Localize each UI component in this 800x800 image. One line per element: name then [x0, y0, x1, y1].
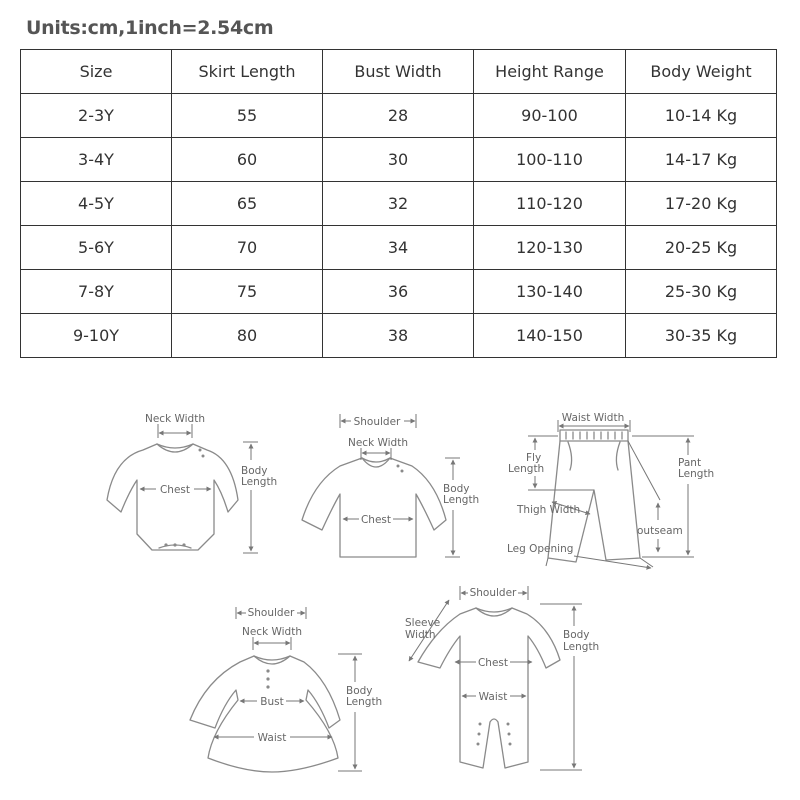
table-cell: 10-14 Kg	[626, 94, 777, 138]
bodysuit-diagram	[107, 413, 277, 553]
table-cell: 60	[172, 138, 323, 182]
table-cell: 30	[323, 138, 474, 182]
chest-label: Chest	[477, 657, 509, 669]
table-cell: 70	[172, 226, 323, 270]
pant-length-label: Pant	[678, 457, 702, 469]
table-header-row	[21, 50, 777, 94]
table-cell: 36	[323, 270, 474, 314]
waist-label: Waist	[257, 732, 287, 744]
table-cell: 75	[172, 270, 323, 314]
table-cell: 65	[172, 182, 323, 226]
header-skirt-length: Skirt Length	[172, 50, 323, 94]
shoulder-label: Shoulder	[247, 607, 295, 619]
dress-diagram	[190, 607, 382, 772]
shoulder-label: Shoulder	[469, 587, 517, 599]
table-cell: 130-140	[474, 270, 626, 314]
table-cell: 14-17 Kg	[626, 138, 777, 182]
table-cell: 25-30 Kg	[626, 270, 777, 314]
table-row	[21, 138, 777, 182]
sweater-diagram	[302, 414, 479, 557]
waist-width-label: Waist Width	[561, 412, 625, 424]
body-length-label: Body	[443, 483, 470, 495]
table-row	[21, 94, 777, 138]
table-cell: 3-4Y	[21, 138, 172, 182]
body-length-label: Body	[241, 465, 268, 477]
neck-width-label: Neck Width	[241, 626, 303, 638]
thigh-width-label: Thigh Width	[517, 504, 581, 516]
table-cell: 30-35 Kg	[626, 314, 777, 358]
fly-length-label-2: Length	[508, 463, 545, 475]
table-cell: 34	[323, 226, 474, 270]
table-cell: 100-110	[474, 138, 626, 182]
table-cell: 55	[172, 94, 323, 138]
table-cell: 5-6Y	[21, 226, 172, 270]
table-cell: 2-3Y	[21, 94, 172, 138]
outseam-label: outseam	[637, 525, 683, 537]
waist-label: Waist	[478, 691, 508, 703]
table-row	[21, 226, 777, 270]
table-row	[21, 182, 777, 226]
romper-diagram	[405, 586, 599, 770]
table-cell: 120-130	[474, 226, 626, 270]
neck-width-label: Neck Width	[347, 437, 409, 449]
body-length-label: Body	[563, 629, 590, 641]
body-length-label-2: Length	[241, 476, 278, 488]
bust-label: Bust	[260, 696, 284, 708]
size-table	[20, 49, 777, 358]
table-cell: 4-5Y	[21, 182, 172, 226]
sleeve-width-label-2: Width	[405, 629, 436, 641]
table-cell: 20-25 Kg	[626, 226, 777, 270]
units-note: Units:cm,1inch=2.54cm	[26, 17, 274, 39]
fly-length-label: Fly	[526, 452, 542, 464]
table-cell: 9-10Y	[21, 314, 172, 358]
table-row	[21, 270, 777, 314]
table-cell: 140-150	[474, 314, 626, 358]
neck-width-label: Neck Width	[144, 413, 206, 425]
measurement-diagrams	[0, 395, 800, 800]
table-cell: 38	[323, 314, 474, 358]
table-cell: 17-20 Kg	[626, 182, 777, 226]
table-cell: 7-8Y	[21, 270, 172, 314]
table-cell: 80	[172, 314, 323, 358]
header-height-range: Height Range	[474, 50, 626, 94]
sleeve-width-label: Sleeve	[405, 617, 441, 629]
shoulder-label: Shoulder	[353, 416, 401, 428]
header-bust-width: Bust Width	[323, 50, 474, 94]
table-row	[21, 314, 777, 358]
pants-diagram	[507, 412, 714, 568]
body-length-label: Body	[346, 685, 373, 697]
body-length-label-2: Length	[443, 494, 480, 506]
header-body-weight: Body Weight	[626, 50, 777, 94]
leg-opening-label: Leg Opening	[507, 543, 574, 555]
table-cell: 28	[323, 94, 474, 138]
pant-length-label-2: Length	[678, 468, 715, 480]
body-length-label-2: Length	[346, 696, 383, 708]
table-cell: 90-100	[474, 94, 626, 138]
body-length-label-2: Length	[563, 641, 600, 653]
header-size: Size	[21, 50, 172, 94]
table-cell: 110-120	[474, 182, 626, 226]
chest-label: Chest	[360, 514, 392, 526]
chest-label: Chest	[159, 484, 191, 496]
table-cell: 32	[323, 182, 474, 226]
